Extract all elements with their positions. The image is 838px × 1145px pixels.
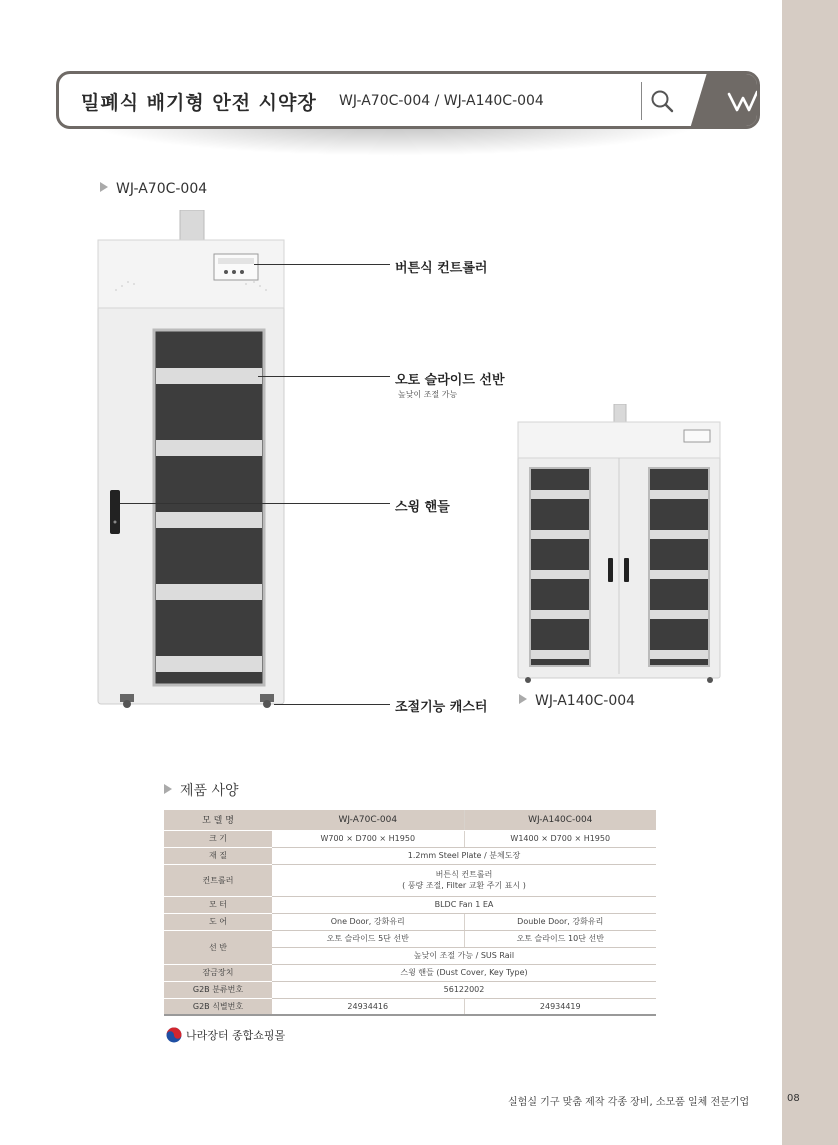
spec-label: G2B 식별번호 — [164, 998, 272, 1015]
spec-cell: Double Door, 강화유리 — [464, 913, 656, 930]
header-bar — [56, 71, 760, 129]
spec-cell: 24934416 — [272, 998, 464, 1015]
header-separator — [641, 82, 642, 120]
spec-label: 잠금장치 — [164, 964, 272, 981]
spec-table — [164, 810, 656, 1016]
table-row — [164, 810, 656, 830]
spec-label: 크 기 — [164, 830, 272, 847]
callout-controller: 버튼식 컨트롤러 — [395, 261, 488, 276]
spec-label: 모 터 — [164, 896, 272, 913]
spec-cell: 높낮이 조절 가능 / SUS Rail — [272, 947, 656, 964]
spec-cell: 오토 슬라이드 10단 선반 — [464, 930, 656, 947]
spec-cell: One Door, 강화유리 — [272, 913, 464, 930]
spec-cell: BLDC Fan 1 EA — [272, 896, 656, 913]
table-row — [164, 864, 656, 896]
spec-cell: W700 × D700 × H1950 — [272, 830, 464, 847]
table-row — [164, 981, 656, 998]
spec-cell: WJ-A140C-004 — [464, 810, 656, 830]
spec-cell: 버튼식 컨트롤러 ( 풍량 조절, Filter 교환 주기 표시 ) — [272, 864, 656, 896]
page-number: 08 — [787, 1093, 800, 1104]
spec-cell: W1400 × D700 × H1950 — [464, 830, 656, 847]
page-title: 밀폐식 배기형 안전 시약장 — [81, 92, 317, 114]
table-row — [164, 998, 656, 1015]
logo-icon — [727, 86, 760, 116]
callout-shelf: 오토 슬라이드 선반 — [395, 373, 505, 388]
callout-handle: 스윙 핸들 — [395, 500, 450, 515]
spec-cell: WJ-A70C-004 — [272, 810, 464, 830]
taegeuk-icon — [166, 1027, 182, 1043]
table-row — [164, 964, 656, 981]
spec-cell: 오토 슬라이드 5단 선반 — [272, 930, 464, 947]
spec-label: 컨트롤러 — [164, 864, 272, 896]
table-row — [164, 847, 656, 864]
cabinet-double-door — [514, 404, 724, 690]
cabinet-single-door — [96, 210, 286, 710]
model-label-2: WJ-A140C-004 — [519, 693, 635, 709]
spec-label: 도 어 — [164, 913, 272, 930]
callout-shelf-sub: 높낮이 조절 가능 — [398, 390, 458, 399]
spec-label: 모 델 명 — [164, 810, 272, 830]
callout-caster: 조절기능 캐스터 — [395, 700, 488, 715]
spec-cell: 스윙 핸들 (Dust Cover, Key Type) — [272, 964, 656, 981]
callout-line-controller — [254, 264, 390, 265]
callout-line-handle — [120, 503, 390, 504]
model-label-1: WJ-A70C-004 — [100, 181, 207, 197]
table-row — [164, 896, 656, 913]
footer-text: 실험실 기구 맞춤 제작 각종 장비, 소모품 일체 전문기업 — [508, 1097, 750, 1108]
triangle-icon — [100, 182, 108, 192]
triangle-icon — [519, 694, 527, 704]
table-row — [164, 930, 656, 947]
header-models: WJ-A70C-004 / WJ-A140C-004 — [339, 93, 544, 109]
search-icon[interactable] — [649, 88, 675, 114]
table-row — [164, 913, 656, 930]
spec-label: 선 반 — [164, 930, 272, 964]
callout-line-caster — [274, 704, 390, 705]
spec-cell: 1.2mm Steel Plate / 분체도장 — [272, 847, 656, 864]
spec-cell: 24934419 — [464, 998, 656, 1015]
spec-label: 재 질 — [164, 847, 272, 864]
table-row — [164, 830, 656, 847]
g2b-logo: 나라장터 종합쇼핑몰 — [166, 1027, 285, 1043]
spec-title: 제품 사양 — [164, 780, 239, 800]
side-strip — [782, 0, 838, 1145]
triangle-icon — [164, 784, 172, 794]
spec-cell: 56122002 — [272, 981, 656, 998]
callout-line-shelf — [258, 376, 390, 377]
spec-label: G2B 분류번호 — [164, 981, 272, 998]
